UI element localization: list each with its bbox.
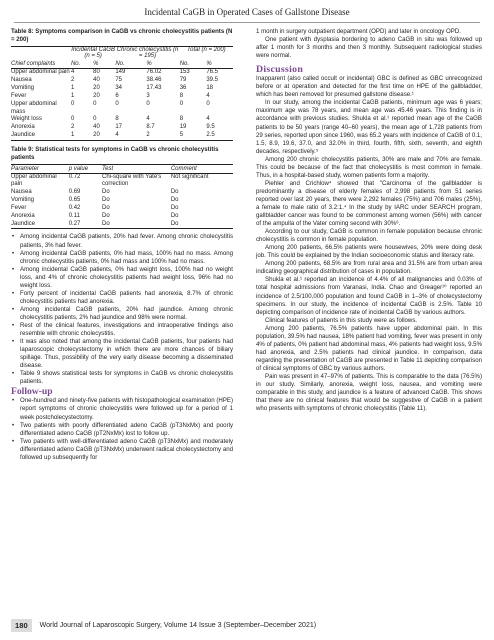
table8-cell: Weight loss: [11, 116, 42, 123]
table8-cell: 4: [206, 92, 210, 99]
table8-cell: 8: [115, 116, 119, 123]
table9-cell: 0.69: [68, 189, 81, 196]
table8-cell: 36: [179, 85, 187, 92]
table8-row: [11, 69, 233, 77]
table8-cell: Jaundice: [11, 132, 36, 139]
table8-cell: 5: [179, 132, 184, 139]
table8-group-total: Total (n = 200): [187, 46, 226, 53]
table9-cell: Do: [102, 212, 110, 219]
page-number: 180: [11, 619, 32, 632]
table8-group-incidental: Incidental CaGB (n = 5): [71, 46, 115, 60]
list-item: [11, 306, 233, 322]
table8-header-cell: %: [93, 60, 115, 69]
table8-header-cell: %: [206, 60, 233, 69]
table9-cell: 0.65: [68, 197, 81, 204]
bullet-icon: •: [12, 421, 15, 429]
list-item-text: Table 9 shows statistical tests for symptoms in CaGB vs chronic cholecystitis patients.: [20, 370, 233, 386]
table8-cell: 20: [93, 92, 100, 99]
table9-cell: Jaundice: [11, 220, 36, 227]
list-item: [11, 370, 233, 386]
paragraph: In our study, among the incidental CaGB patients, minimum age was 6 years; maximum age was 78 years, and mean age was 45.46 years. This finding is in accordance with previous studies. Shukla et al.¹ reported mean age of the CaGB patients to be 50 years (range 40–60 years), the mean age of 1,728 patients from 29 series, reported upon since 1960, was 65.2 years with incidence of CaGB of 0.1, 1.5, 8.9, 19.6, 37.0, and 32.0% in third, fourth, fifth, sixth, seventh, and eighth decades, respectively.⁵: [256, 99, 482, 155]
bullet-icon: •: [12, 249, 15, 257]
list-item-text: Among incidental CaGB patients, 0% had mass, 100% had no mass. Among chronic cholecystitis patients, 0% had mass and 100% had no mass.: [20, 249, 233, 265]
table9-cell: 0.11: [68, 212, 80, 219]
table8-cell: 79: [179, 77, 187, 84]
table8-subheader: [11, 60, 233, 69]
table8-cell: 8: [179, 116, 184, 123]
table8-cell: 0: [179, 100, 184, 107]
table8-cell: 38.46: [146, 77, 162, 84]
list-item-text: Among incidental CaGB patients, 0% had weight loss, 100% had no weight loss, and 4% of chronic cholecystitis patients had weight loss, 96% had no weight loss.: [20, 265, 233, 289]
table8-cell: 8: [179, 92, 184, 99]
list-item-text: Among incidental CaGB patients, 20% had fever. Among chronic cholecystitis patients, 3% had fever.: [20, 233, 233, 249]
table8-cell: 0: [115, 100, 119, 107]
table8-cell: 17.43: [146, 85, 162, 92]
bullet-icon: •: [12, 370, 15, 378]
table8-cell: 8.7: [146, 124, 155, 131]
table8-cell: 149: [115, 69, 126, 76]
list-item: [11, 438, 233, 462]
list-item-text: One-hundred and ninety-five patients with histopathological examination (HPE) report symptoms of chronic cholecystitis were followed up for a period of 1 week postcholecystectomy.: [20, 397, 233, 421]
table9-cell: Do: [102, 220, 110, 227]
table9-row: [11, 197, 233, 205]
list-item: [11, 397, 233, 421]
paragraph: Among 200 patients, 76.5% patients have upper abdominal pain. In this population, 39.5% had nausea, 18% patient had vomiting, fever was present in only 4% of patients, 0% patient had abdominal mass, 4% patients had weight loss, 9.5% had anorexia, and 2.5% patients had clinical jaundice. In comparison, data regarding the presentation of CaGB are presented in Table 11 depicting comparison of clinical symptoms of GBC by various authors.: [256, 324, 482, 372]
list-item: [11, 322, 233, 338]
paragraph: According to our study, CaGB is common in female population because chronic cholecystitis is common in female population.: [256, 228, 482, 244]
table9-header-cell: Parameter: [11, 164, 69, 173]
table8-cell: 1: [70, 132, 75, 139]
table9-cell: Do: [170, 204, 179, 211]
table8-cell: 76.5: [206, 69, 219, 76]
table8-group-chronic: Chronic cholecystitis (n = 195): [116, 46, 179, 60]
table9-cell: Not significant: [170, 173, 209, 180]
table8-cell: 17: [115, 124, 123, 131]
table8-row: [11, 85, 233, 93]
list-item-text: Two patients with well-differentiated adeno CaGB (pT3NxMx) and moderately differentiated adeno CaGB (pT3NxMx) underwent radical cholecystectomy and followed up subsequently for: [20, 437, 233, 461]
paragraph: Among 200 chronic cholecystitis patients, 30% are male and 70% are female. This could be because of the fact that cholecystitis is most common in female. Thus, in a hospital-based study, women patients form a majority.: [256, 155, 482, 179]
table9-cell: Fever: [11, 204, 27, 211]
table8-cell: 0: [70, 100, 75, 107]
table8-cell: 40: [93, 124, 100, 131]
running-header: Incidental CaGB in Operated Cases of Gallstone Disease: [144, 7, 350, 17]
table8-cell: 20: [93, 132, 100, 139]
table8-cell: 4: [146, 116, 150, 123]
table8-cell: Anorexia: [11, 124, 35, 131]
table8-cell: 1: [70, 85, 75, 92]
table8-cell: 0: [70, 116, 75, 123]
header-rule: [14, 22, 480, 23]
list-item: [11, 250, 233, 266]
paragraph: Among 200 patients, 66.5% patients were housewives, 20% were doing desk job. This could be explained by the Indian socioeconomic status and literacy rate.: [256, 244, 482, 260]
paragraph: Among 200 patients, 68.5% are from rural area and 31.5% are from urban area indicating geographical distribution of cases in population.: [256, 260, 482, 276]
table8-cell: 0: [93, 116, 97, 123]
table8-cell: Upper abdominal pain: [11, 69, 70, 76]
table8-header-cell: No.: [180, 60, 207, 69]
table8-cell: 2.5: [206, 132, 215, 139]
paragraph: One patient with dysplasia bordering to adeno CaGB in situ was followed up after 1 month for 3 months and then 3 monthly. Subsequent radiological studies were normal.: [256, 36, 482, 60]
table8-cell: 40: [93, 77, 100, 84]
table8-cell: 2: [146, 132, 150, 139]
list-item-text: Forty percent of incidental CaGB patients had anorexia, 8.7% of chronic cholecystitis patients had anorexia.: [20, 289, 233, 305]
table9-row: [11, 173, 233, 189]
table9-cell: Do: [170, 189, 179, 196]
table9-cell: 0.72: [68, 173, 81, 180]
paragraph: Pain was present in 47–97% of patients. This is comparable to the data (76.5%) in our study. Similarly, anorexia, weight loss, nausea, and vomiting were comparable in this study, and jaundice is a feature of advanced CaGB. This shows that there are no clinical features that would be suggestive of CaGB in a patient who presents with symptoms of chronic cholecystitis (Table 11).: [256, 372, 482, 413]
journal-citation: World Journal of Laparoscopic Surgery, Volume 14 Issue 3 (September–December 2021): [39, 622, 317, 629]
paragraph: Shukla et al.¹ reported an incidence of 4.4% of all malignancies and 0.03% of total hospital admissions from Varanasi, India. Chao and Greager¹⁰ reported an incidence of 2.5/100,000 population and found CaGB in 1–3% of cholecystectomy specimens. In our study, the incidence of incidental CaGB is 2.5%. Table 10 depicting comparison of incidence rate of incidental CaGB by various authors.: [256, 276, 482, 316]
table9-cell: Do: [102, 204, 110, 211]
table9-cell: Do: [102, 197, 110, 204]
table8-cell: 2: [70, 77, 75, 84]
table8-row: [11, 132, 233, 140]
table9-caption: Table 9: Statistical tests for symptoms in CaGB vs chronic cholecystitis patients: [11, 145, 219, 161]
table8-row: [11, 77, 233, 85]
table8-cell: 0: [93, 100, 97, 107]
table8-cell: 0: [146, 100, 150, 107]
list-item: [11, 422, 233, 438]
table8-cell: 153: [179, 69, 190, 76]
bullet-icon: •: [12, 289, 15, 297]
table8: [11, 46, 233, 141]
table8-cell: Upper abdominal mass: [11, 100, 57, 115]
table8-cell: Fever: [11, 92, 27, 99]
table9-header-cell: p value: [69, 164, 102, 173]
paragraph: Clinical features of patients in this study were as follows.: [265, 316, 418, 324]
table8-cell: 19: [179, 124, 187, 131]
table8-row: [11, 116, 233, 124]
list-item: [11, 233, 233, 249]
table8-cell: Vomiting: [11, 85, 35, 92]
table8-header-cell: Chief complaints: [11, 60, 71, 69]
table9-cell: 0.27: [68, 220, 81, 227]
table8-header-cell: %: [146, 60, 179, 69]
results-bullet-list: [11, 233, 233, 386]
table9-row: [11, 221, 233, 229]
list-item-text: Two patients with poorly differentiated adeno CaGB (pT3NxMx) and poorly differentiated adeno CaGB (pT2NxMx) lost to follow up.: [20, 421, 233, 437]
list-item-text: It was also noted that among the incidental CaGB patients, four patients had laparoscopic cholecystectomy in which there are more chances of biliary spillage. Thus, possibility of the very early disease becoming a disseminated disease.: [20, 338, 233, 370]
table8-cell: 18: [206, 85, 214, 92]
table8-header-cell: No.: [71, 60, 93, 69]
table8-cell: 39.5: [206, 77, 219, 84]
table8-cell: 2: [70, 124, 75, 131]
right-column: [256, 28, 482, 413]
left-column: [11, 28, 233, 462]
table8-row: [11, 124, 233, 132]
table8-row: [11, 93, 233, 101]
table8-cell: 80: [93, 69, 100, 76]
table9-header-cell: Comment: [171, 164, 233, 173]
table8-cell: Nausea: [11, 77, 32, 84]
bullet-icon: •: [12, 322, 15, 329]
table8-cell: 76.02: [146, 69, 162, 76]
table9-cell: Do: [170, 220, 179, 227]
table9-cell: Do: [170, 212, 179, 219]
table8-cell: 9.5: [206, 124, 215, 131]
list-item: [11, 290, 233, 306]
list-item: [11, 266, 233, 290]
table8-cell: 4: [206, 116, 210, 123]
table8-row: [11, 101, 233, 117]
followup-heading: Follow-up: [11, 386, 53, 398]
bullet-icon: •: [12, 397, 15, 405]
table8-cell: 1: [70, 92, 75, 99]
discussion-heading: Discussion: [256, 64, 304, 76]
table8-cell: 20: [93, 85, 100, 92]
table9-cell: Vomiting: [11, 197, 35, 204]
table9-row: [11, 205, 233, 213]
bullet-icon: •: [12, 338, 15, 346]
table9-cell: Anorexia: [11, 212, 35, 219]
table8-header-cell: No.: [115, 60, 146, 69]
table9-cell: Do: [170, 197, 179, 204]
table8-cell: 4: [70, 69, 75, 76]
table9-row: [11, 213, 233, 221]
table8-cell: 0: [206, 100, 210, 107]
page-footer: [11, 619, 316, 632]
table9-cell: Do: [102, 189, 110, 196]
paragraph: Inapparent (also called occult or incidental) GBC is defined as GBC unrecognized before or at operation and detected for the first time on HPE of the gallbladder, which has been removed for presumed gallstone disease.¹: [256, 75, 482, 99]
paragraph: Piehler and Crichlow⁴ showed that "Carcinoma of the gallbladder is predominantly a disease of elderly females of 2,998 patients from 51 series reported over last 20 years, there were 2,292 females (75%) and 706 males (25%), a female to male ratio of 3.2:1.⁴ In the study by IARC under SEARCH program, gallbladder cancer was found to be commonest among women (56%) with cancer of the ampulla of the Vater coming second with 30%⁶.: [256, 179, 482, 228]
table9-cell: 0.42: [68, 204, 81, 211]
table8-caption: Table 8: Symptoms comparison in CaGB vs chronic cholecystitis patients (N = 200): [11, 28, 233, 43]
table9-header-cell: Test: [102, 164, 171, 173]
table8-cell: 3: [146, 92, 150, 99]
table9-cell: Upper abdominal pain: [11, 173, 57, 188]
list-item-text: Among incidental CaGB patients, 20% had jaundice. Among chronic cholecystitis patients, 2% had jaundice and 98% were normal.: [20, 305, 233, 321]
table8-cell: 75: [115, 77, 123, 84]
paragraph: 1 month in surgery outpatient department (OPD) and later in oncology OPD.: [256, 28, 461, 35]
table8-cell: 4: [115, 132, 119, 139]
followup-bullet-list: [11, 397, 233, 461]
table9-row: [11, 189, 233, 197]
table9-cell: Nausea: [11, 189, 32, 196]
bullet-icon: •: [12, 305, 15, 313]
bullet-icon: •: [12, 233, 15, 241]
table8-cell: 6: [115, 92, 119, 99]
list-item: [11, 338, 233, 370]
list-item-text: Rest of the clinical features, investigations and intraoperative findings also resemble with chronic cholecystitis.: [20, 322, 233, 338]
table9: [11, 164, 233, 230]
table9-cell: Chi-square with Yate's correction: [102, 173, 162, 188]
bullet-icon: •: [12, 265, 15, 273]
table8-cell: 34: [115, 85, 123, 92]
bullet-icon: •: [12, 437, 15, 445]
